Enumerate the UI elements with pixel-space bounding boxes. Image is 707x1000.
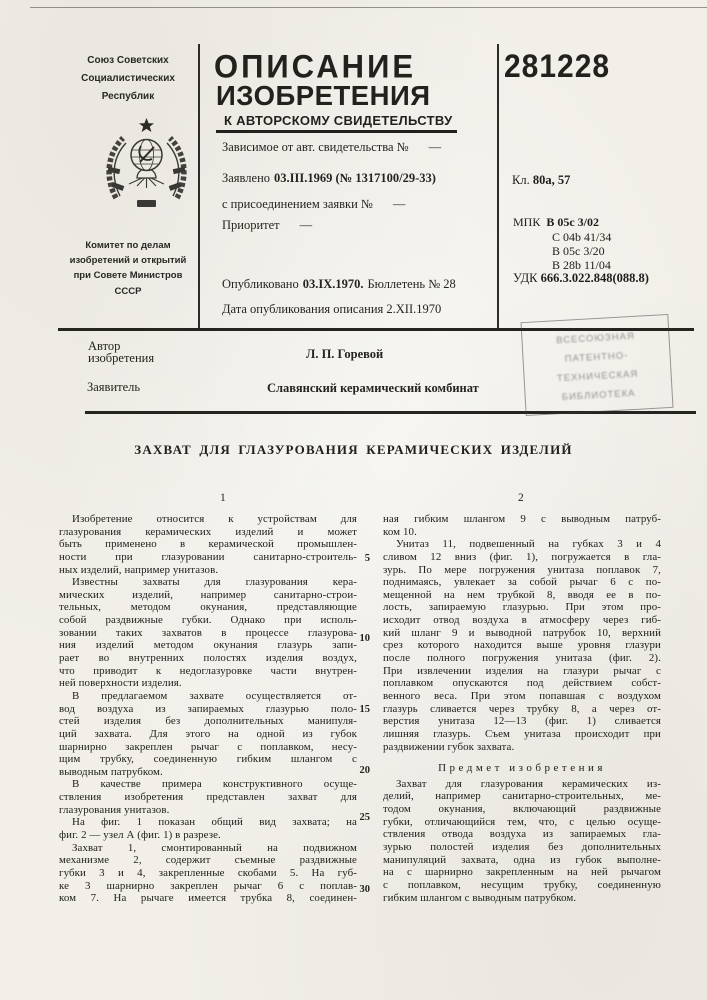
text-column-right-part2 [383,778,661,904]
text-line: тодом окунания, включающий раздвижные [383,803,661,816]
field-label: Приоритет [222,218,280,232]
text-line: гибким шлангом с выводным патрубком. [383,891,577,904]
text-line: тельных, методом окунания, представляющие [59,601,357,614]
document-type-title: ОПИСАНИЕ [214,48,417,86]
library-stamp [520,314,673,416]
document-type-title-2: ИЗОБРЕТЕНИЯ [216,80,431,111]
text-line: зовании таких захватов в процессе глазурова- [59,626,357,639]
text-line: лишняя глазурь. Съем унитаза происходит при [383,727,661,740]
text-line: делий, например санитарно-строительных, ме- [383,790,661,803]
field-priority [222,218,312,233]
text-line: мещенной на нем трубкой 8, вводя ее в по- [383,588,661,601]
column-number-right: 2 [518,492,524,504]
text-line: исходит отвод воздуха в атмосферу через гиб- [383,614,661,627]
text-line: кий шланг 9 и выводной патрубок 10, верхний [383,626,661,639]
field-published [222,277,456,292]
committee-line: при Совете Министров [73,270,183,282]
field-label: Заявлено [222,171,271,185]
field-value: — [299,218,313,232]
text-line: поднимаясь, увлекает за собой рычаг 6 с по- [383,576,661,589]
mpk-code: В 05с 3/20 [552,244,605,258]
field-label: с присоединением заявки № [222,197,373,211]
text-line: ных изделий, например унитазов. [59,563,219,576]
top-scan-line [30,7,707,8]
field-post: Бюллетень № 28 [367,277,456,291]
text-line: ке 3 шарнирно закреплен рычаг 6 с поплав- [59,879,357,892]
text-line: шарнирно закреплен рычаг с поплавком, несу- [59,740,357,753]
text-line: ВСЕСОЮЗНАЯ [555,330,636,347]
text-line: лость, запираемую глазурью. При этом про- [383,601,661,614]
text-line: стей изделия без дополнительных манипуля- [59,715,357,728]
applicant-name: Славянский керамический комбинат [267,381,479,395]
text-line: Захват для глазурования керамических из- [396,777,661,790]
text-line: В качестве примера конструктивного осуще- [72,778,357,791]
text-line: ная гибким шлангом 9 с выводным патруб- [383,513,661,525]
certificate-subtitle: К АВТОРСКОМУ СВИДЕТЕЛЬСТВУ [224,113,453,128]
author-label: Автор [88,339,121,353]
text-line: что приводит к недоглазуровке части внутрен- [59,664,357,677]
class-field [512,173,570,188]
text-line: с поплавком, несущим трубку, соединенную [383,878,661,891]
applicant-label: Заявитель [87,380,141,394]
text-line: быть применено в керамической промышлен- [59,538,357,551]
text-line: В предлагаемом захвате осуществляется от- [72,689,357,702]
udk-field [513,271,649,286]
text-line: Захват 1, смонтированный на подвижном [72,841,357,854]
field-value: — [428,140,442,154]
field-joined [222,197,405,212]
union-line: Союз Советских [87,55,169,66]
committee-line: Комитет по делам [85,240,171,251]
line-number: 15 [359,704,370,715]
mpk-code: В 28b 11/04 [552,258,611,272]
text-line: губки 3 и 4, закрепленные скобами 5. На губ- [59,866,357,879]
field-pub-date [222,302,441,317]
text-line: рает во внутренних полостях изделия воздух, [59,652,357,665]
text-line: ПАТЕНТНО- [564,350,629,365]
invention-title: ЗАХВАТ ДЛЯ ГЛАЗУРОВАНИЯ КЕРАМИЧЕСКИХ ИЗДЕЛИЙ [134,442,573,457]
text-line: ней поверхности изделия. [59,677,182,690]
field-filed [222,171,436,186]
claim-heading: Предмет изобретения [438,762,606,775]
text-line: губки, отличающийся тем, что, с целью осуще- [383,815,661,828]
mpk-main-code: В 05с 3/02 [546,215,600,229]
line-number: 5 [364,553,370,564]
field-value: — [392,197,406,211]
text-line: ТЕХНИЧЕСКАЯ [556,368,639,385]
ussr-emblem-icon [99,116,194,218]
text-line: щим трубку, соединенную гибким шлангом с [59,753,357,766]
document-number: 281228 [504,49,611,85]
line-number: 10 [359,633,370,644]
text-line: ности при глазуровании санитарно-строитель- [59,550,357,563]
committee-line: изобретений и открытий [69,255,187,267]
text-line: венного веса. При этом попавшая с воздухом [383,689,661,702]
text-line: поплавком опускаются под действием собст- [383,677,661,690]
committee-line: СССР [114,285,142,297]
text-line: Унитаз 11, подвешенный на губках 3 и 4 [396,538,661,551]
text-line: манипуляций захвата, одна из губок выполне- [383,853,661,866]
text-line: вод воздуха из запираемых глазурью поло- [59,702,357,715]
field-label: Зависимое от авт. свидетельства № [222,140,409,154]
text-line: на с шарнирно закрепленным на ней рычагом [383,866,661,879]
header-divider-left [198,44,200,328]
text-line: ком 10. [383,525,417,538]
mpk-code: С 04b 41/34 [552,230,612,244]
text-line: глазурования унитазов. [59,803,170,816]
field-label: Дата опубликования описания 2.XII.1970 [222,302,442,316]
mpk-field [513,215,599,230]
text-line: фиг. 2 — узел А (фиг. 1) в разрезе. [59,829,221,842]
line-number: 20 [359,765,370,776]
text-line: глазурования керамических изделий и может [59,525,357,538]
text-line: ния изделий методом окунания глазурь запи- [59,639,357,652]
class-label: Кл. [512,173,530,187]
field-dependent [222,140,441,155]
header-divider-right [497,44,499,328]
text-line: ций захвата. Для этого на одной из губок [59,727,357,740]
author-name: Л. П. Горевой [306,347,384,361]
field-label: Опубликовано [222,277,299,291]
text-line: мических изделий, например санитарно-строи- [59,588,357,601]
text-line: срез которого находится выше уровня глазури [383,639,661,652]
text-line: Изобретение относится к устройствам для [72,513,357,525]
text-line: глазурь сливается через трубку 8, а через от- [383,702,661,715]
union-line: Социалистических [81,73,175,84]
udk-value: 666.3.022.848(088.8) [540,271,649,285]
column-number-left: 1 [220,492,226,504]
text-line: зурью полостей изделия без дополнительных [383,841,661,854]
text-line: механизме 2, содержит съемные раздвижные [59,854,357,867]
text-line: собой раздвижные губки. Однако при исполь- [59,614,357,627]
text-line: При извлечении изделия на глазури рычаг с [383,664,661,677]
text-line: На фиг. 1 показан общий вид захвата; на [72,816,357,829]
union-name-block [58,52,198,106]
text-line: после полного погружения унитаза (фиг. 2). [383,652,661,665]
subtitle-underline [216,130,457,133]
text-line: Известны захваты для глазурования кера- [72,576,357,589]
text-line: ствления отвода воздуха из запираемых гла- [383,828,661,841]
text-line: ствления изобретения представлен захват для [59,791,357,804]
text-line: выводным патрубком. [59,765,163,778]
text-line: раздвижении губок захвата. [383,740,515,753]
text-line: верстия унитаза 12—13 (фиг. 1) сливается [383,715,661,728]
field-value: 03.IX.1970. [302,277,364,291]
text-line: сливом 12 вниз (фиг. 1), погружается в гла- [383,550,661,563]
text-line: ком 7. На рычаге имеется трубка 8, соединен- [59,892,357,905]
text-line: зурь. По мере погружения унитаза поплавок 7, [383,563,661,576]
committee-block [58,238,198,299]
field-value: 03.III.1969 (№ 1317100/29-33) [274,171,436,185]
line-number: 30 [359,884,370,895]
text-column-right [383,513,661,904]
class-value: 80а, 57 [532,173,571,187]
text-column-right-part1 [383,513,661,753]
mpk-label: МПК [513,215,541,229]
text-line: БИБЛИОТЕКА [561,387,636,404]
udk-label: УДК [513,271,538,285]
line-number: 25 [359,812,370,823]
text-column-left [59,513,357,905]
union-line: Республик [101,91,155,102]
author-label: изобретения [88,351,155,365]
